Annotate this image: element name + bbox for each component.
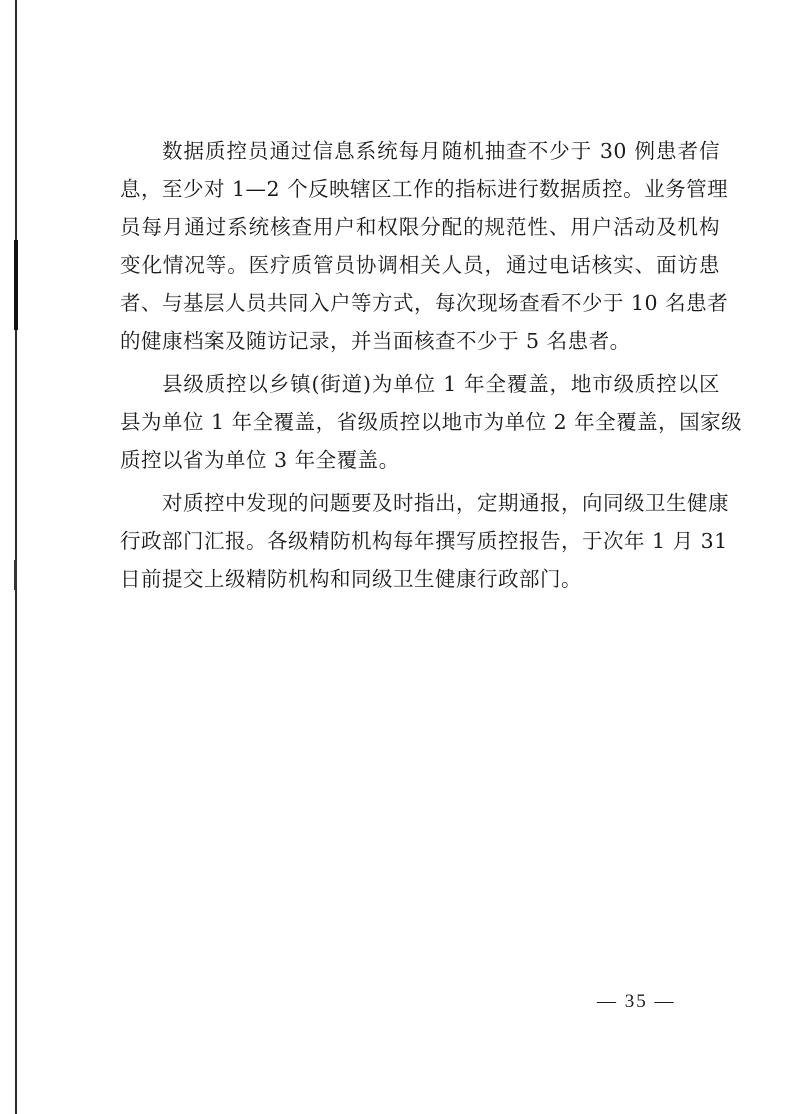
text-line: 变化情况等。医疗质管员协调相关人员，通过电话核实、面访患 — [120, 253, 720, 277]
text-line: 者、与基层人员共同入户等方式，每次现场查看不少于 10 名患者 — [120, 291, 729, 315]
text-line: 县级质控以乡镇(街道)为单位 1 年全覆盖，地市级质控以区 — [162, 372, 720, 396]
scan-edge-shadow — [14, 0, 18, 1114]
paragraph-quality-control-roles — [120, 132, 729, 360]
text-line: 行政部门汇报。各级精防机构每年撰写质控报告，于次年 1 月 31 — [120, 529, 728, 553]
document-body — [120, 132, 743, 603]
text-line: 日前提交上级精防机构和同级卫生健康行政部门。 — [120, 567, 582, 591]
text-line: 质控以省为单位 3 年全覆盖。 — [120, 448, 400, 472]
text-line: 县为单位 1 年全覆盖，省级质控以地市为单位 2 年全覆盖，国家级 — [120, 410, 743, 434]
text-line: 数据质控员通过信息系统每月随机抽查不少于 30 例患者信 — [162, 139, 720, 163]
text-line: 的健康档案及随访记录，并当面核查不少于 5 名患者。 — [120, 329, 631, 353]
text-line: 员每月通过系统核查用户和权限分配的规范性、用户活动及机构 — [120, 215, 720, 239]
paragraph-coverage-levels — [120, 365, 743, 479]
page-number: — 35 — — [597, 991, 676, 1012]
text-line: 对质控中发现的问题要及时指出，定期通报，向同级卫生健康 — [162, 491, 729, 515]
paragraph-reporting — [120, 484, 729, 598]
text-line: 息，至少对 1—2 个反映辖区工作的指标进行数据质控。业务管理 — [120, 177, 729, 201]
